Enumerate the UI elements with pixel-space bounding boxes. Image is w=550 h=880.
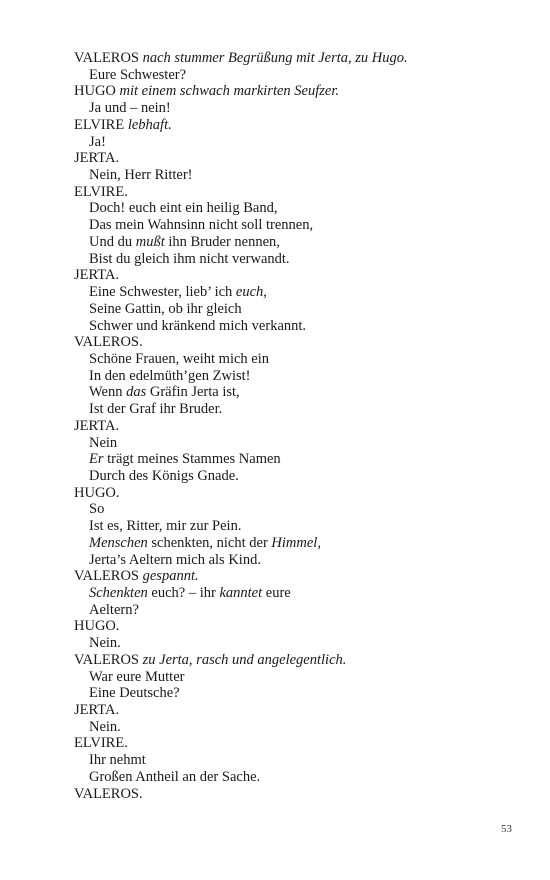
line-text: Eure Schwester? <box>89 66 187 83</box>
verse-line <box>74 518 514 535</box>
speaker-line <box>74 735 514 752</box>
line-text: JERTA. <box>74 702 120 719</box>
stage-direction-text: kanntet <box>219 585 263 601</box>
line-text: Eine Deutsche? <box>89 685 180 702</box>
line-text: ihn Bruder nennen, <box>164 233 280 250</box>
line-text: Ihr nehmt <box>89 752 146 769</box>
line-text: Seine Gattin, ob ihr gleich <box>89 300 242 317</box>
verse-line <box>74 234 514 251</box>
verse-line <box>74 435 514 452</box>
speaker-line <box>74 786 514 803</box>
speaker-line <box>74 50 514 67</box>
verse-line <box>74 167 514 184</box>
line-text: Das mein Wahnsinn nicht soll trennen, <box>89 217 314 234</box>
line-text: ELVIRE <box>74 116 128 133</box>
verse-line <box>74 217 514 234</box>
line-text: JERTA. <box>74 267 120 284</box>
verse-line <box>74 67 514 84</box>
line-text: Ist es, Ritter, mir zur Pein. <box>89 518 242 535</box>
line-text: VALEROS <box>74 651 143 668</box>
line-text: JERTA. <box>74 417 120 434</box>
stage-direction-text: Himmel, <box>271 534 321 551</box>
line-text: Durch des Königs Gnade. <box>89 467 239 484</box>
line-text: Nein <box>89 434 118 451</box>
stage-direction-text: lebhaft. <box>127 116 172 133</box>
line-text: JERTA. <box>74 150 120 167</box>
line-text: Eine Schwester, lieb’ ich <box>89 284 236 301</box>
line-text: Ja! <box>89 133 106 150</box>
verse-line <box>74 384 514 401</box>
speaker-line <box>74 150 514 167</box>
verse-line <box>74 501 514 518</box>
stage-direction-text: zu Jerta, rasch und angelegentlich. <box>142 651 347 668</box>
stage-direction-text: mit einem schwach markirten Seufzer. <box>119 83 339 100</box>
speaker-line <box>74 334 514 351</box>
line-text: Schöne Frauen, weiht mich ein <box>89 350 269 367</box>
line-text: So <box>89 501 105 518</box>
line-text: Gräfin Jerta ist, <box>146 384 240 401</box>
line-text: euch? – ihr <box>147 585 220 601</box>
verse-line <box>74 602 514 619</box>
speaker-line <box>74 702 514 719</box>
line-text: Ist der Graf ihr Bruder. <box>89 401 223 418</box>
verse-line <box>74 719 514 736</box>
verse-line <box>74 752 514 769</box>
verse-line <box>74 401 514 418</box>
line-text: eure <box>262 585 291 601</box>
stage-direction-text: Menschen <box>89 534 148 551</box>
line-text: HUGO. <box>74 618 120 635</box>
verse-line <box>74 134 514 151</box>
dialogue-text-block <box>74 50 514 802</box>
line-text: Nein. <box>89 635 121 652</box>
verse-line <box>74 685 514 702</box>
line-text: Schwer und kränkend mich verkannt. <box>89 317 307 334</box>
line-text: VALEROS. <box>74 334 143 351</box>
speaker-line <box>74 117 514 134</box>
verse-line <box>74 769 514 786</box>
verse-line <box>74 284 514 301</box>
verse-line <box>74 351 514 368</box>
line-text: Wenn <box>89 384 127 401</box>
verse-line <box>74 301 514 318</box>
line-text: Doch! euch eint ein heilig Band, <box>89 200 278 217</box>
verse-line <box>74 669 514 686</box>
line-text: ELVIRE. <box>74 183 128 200</box>
speaker-line <box>74 267 514 284</box>
verse-line <box>74 535 514 552</box>
speaker-line <box>74 184 514 201</box>
stage-direction-text: nach stummer Begrüßung mit Jerta, zu Hugo. <box>142 50 408 66</box>
verse-line <box>74 451 514 468</box>
line-text: HUGO <box>74 83 120 100</box>
line-text: Jerta’s Aeltern mich als Kind. <box>89 551 261 568</box>
line-text: VALEROS <box>74 568 143 585</box>
line-text: Aeltern? <box>89 601 139 618</box>
speaker-line <box>74 568 514 585</box>
line-text: Und du <box>89 233 136 250</box>
verse-line <box>74 635 514 652</box>
line-text: Ja und – nein! <box>89 100 171 117</box>
stage-direction-text: euch, <box>235 284 267 301</box>
line-text: VALEROS <box>74 50 143 66</box>
verse-line <box>74 552 514 569</box>
line-text: schenkten, nicht der <box>147 534 272 551</box>
verse-line <box>74 585 514 602</box>
speaker-line <box>74 652 514 669</box>
stage-direction-text: gespannt. <box>142 568 199 585</box>
line-text: VALEROS. <box>74 785 143 802</box>
verse-line <box>74 318 514 335</box>
verse-line <box>74 468 514 485</box>
line-text: Nein, Herr Ritter! <box>89 167 193 184</box>
page-number: 53 <box>501 823 512 835</box>
speaker-line <box>74 485 514 502</box>
verse-line <box>74 368 514 385</box>
verse-line <box>74 200 514 217</box>
line-text: trägt meines Stammes Namen <box>103 451 281 468</box>
line-text: Nein. <box>89 718 121 735</box>
line-text: Bist du gleich ihm nicht verwandt. <box>89 250 290 267</box>
line-text: ELVIRE. <box>74 735 128 752</box>
speaker-line <box>74 83 514 100</box>
stage-direction-text: das <box>126 384 147 401</box>
stage-direction-text: mußt <box>135 233 165 250</box>
stage-direction-text: Schenkten <box>89 585 148 601</box>
line-text: Großen Antheil an der Sache. <box>89 768 261 785</box>
line-text: HUGO. <box>74 484 120 501</box>
speaker-line <box>74 418 514 435</box>
line-text: In den edelmüth’gen Zwist! <box>89 367 251 384</box>
verse-line <box>74 251 514 268</box>
verse-line <box>74 100 514 117</box>
speaker-line <box>74 618 514 635</box>
line-text: War eure Mutter <box>89 668 185 685</box>
stage-direction-text: Er <box>89 451 104 468</box>
